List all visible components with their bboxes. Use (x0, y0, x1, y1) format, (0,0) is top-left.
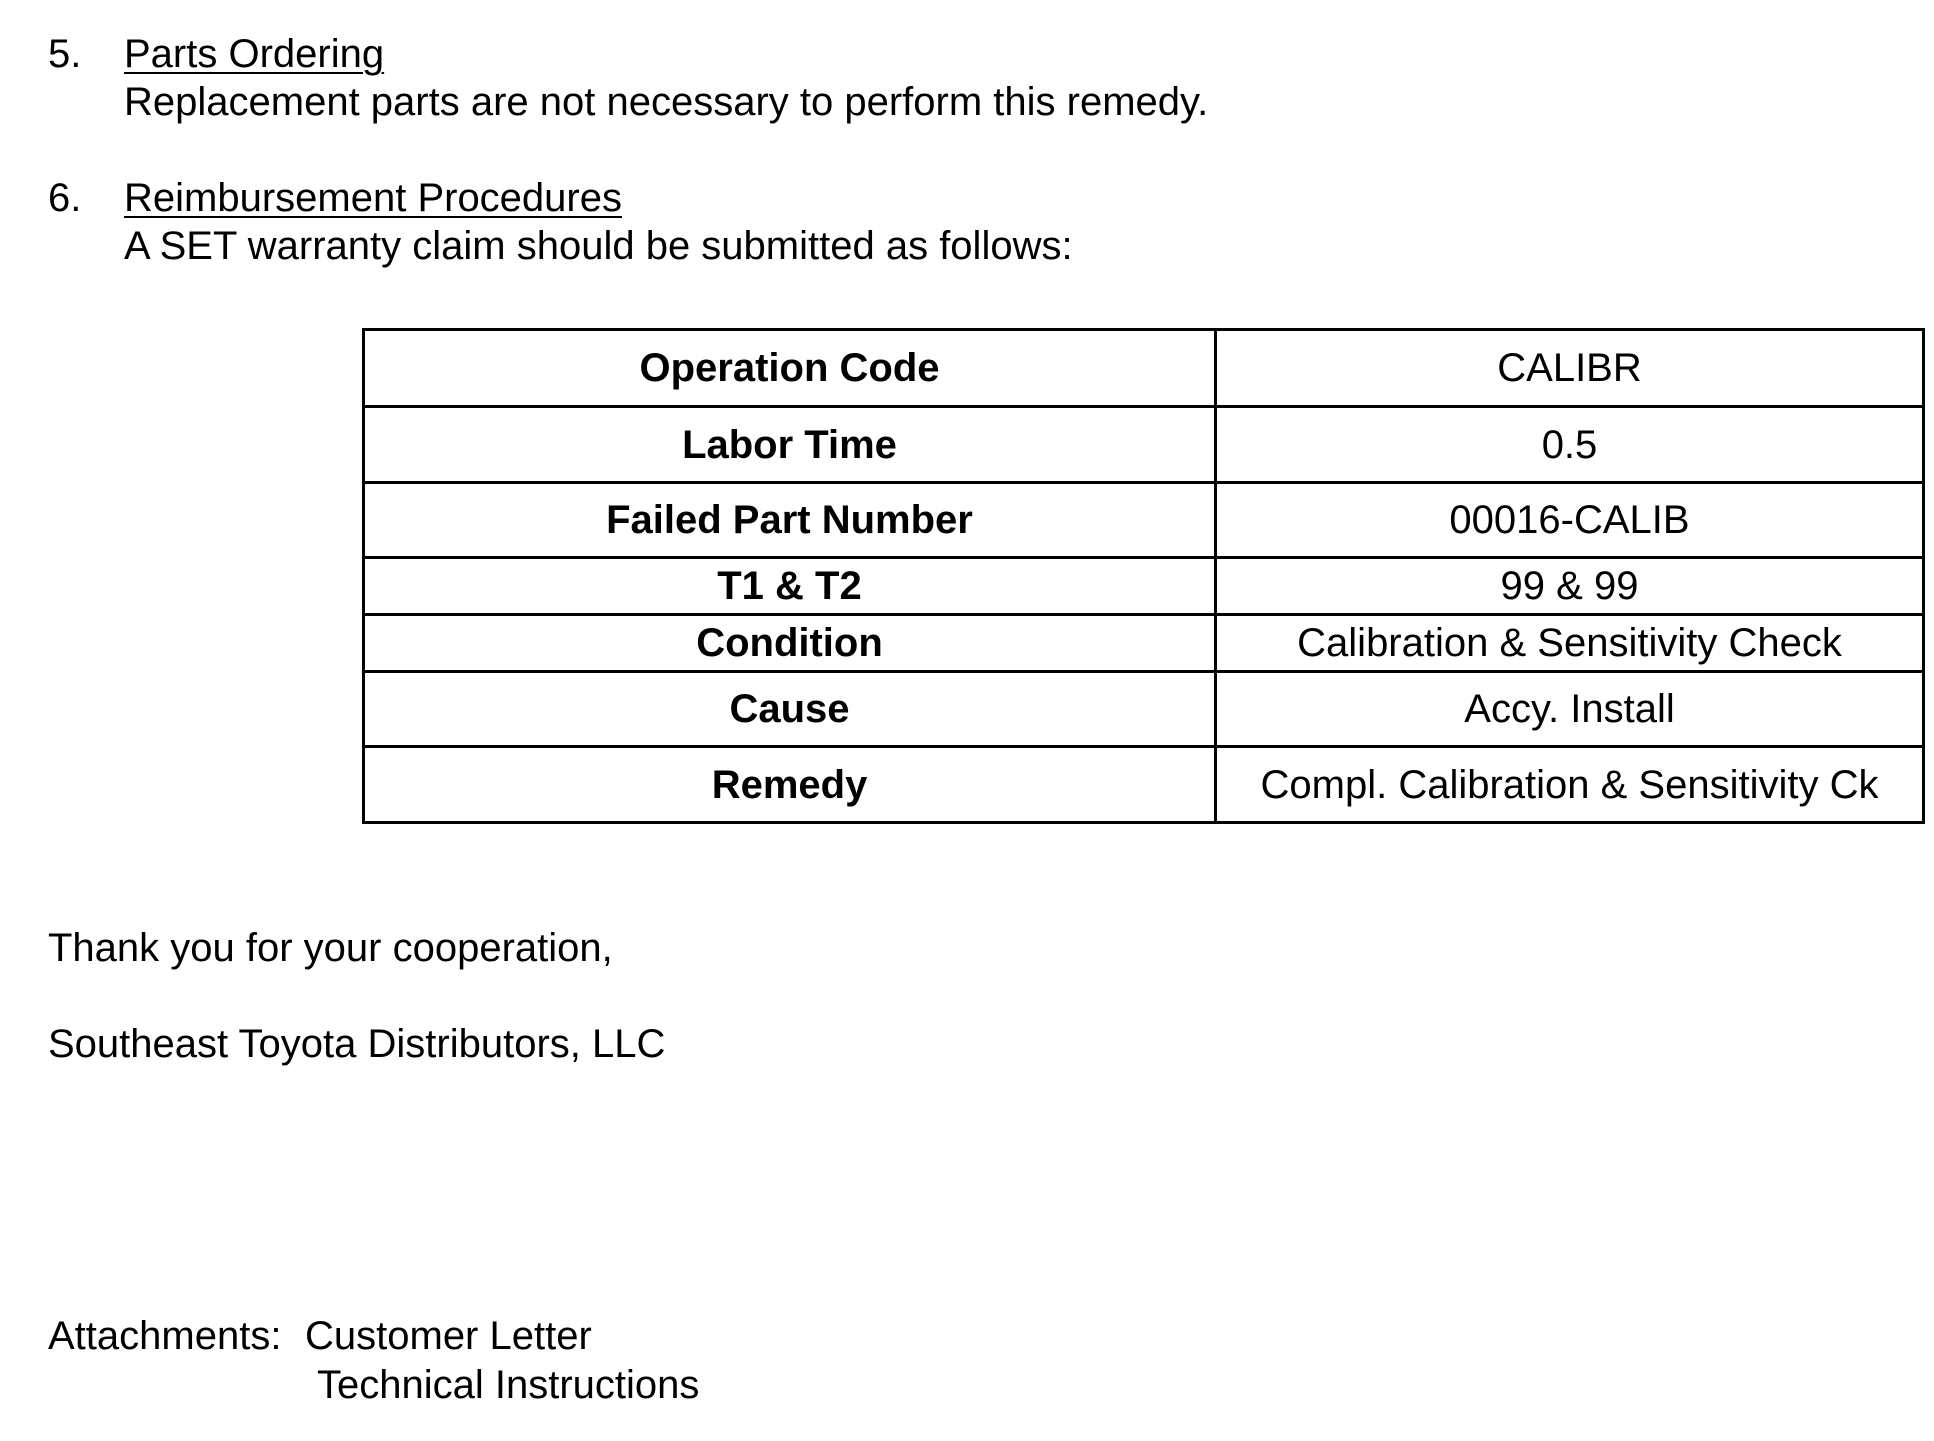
table-row (364, 615, 1924, 672)
table-row (364, 672, 1924, 747)
table-row (364, 407, 1924, 483)
operation-code-value: CALIBR (1216, 330, 1924, 407)
remedy-label: Remedy (364, 747, 1216, 823)
remedy-value: Compl. Calibration & Sensitivity Ck (1216, 747, 1924, 823)
section-6-number: 6. (48, 176, 82, 220)
attachment-item: Technical Instructions (317, 1363, 700, 1407)
table-row (364, 558, 1924, 615)
labor-time-label: Labor Time (364, 407, 1216, 483)
cause-label: Cause (364, 672, 1216, 747)
section-6-heading: Reimbursement Procedures (124, 176, 622, 220)
table-row (364, 483, 1924, 558)
condition-value: Calibration & Sensitivity Check (1216, 615, 1924, 672)
failed-part-number-label: Failed Part Number (364, 483, 1216, 558)
attachments-label: Attachments: (48, 1314, 282, 1358)
section-6-text: A SET warranty claim should be submitted as follows: (124, 224, 1073, 268)
labor-time-value: 0.5 (1216, 407, 1924, 483)
table-row (364, 747, 1924, 823)
operation-code-label: Operation Code (364, 330, 1216, 407)
t1-t2-label: T1 & T2 (364, 558, 1216, 615)
condition-label: Condition (364, 615, 1216, 672)
section-5-number: 5. (48, 32, 82, 76)
table-row (364, 330, 1924, 407)
closing-company: Southeast Toyota Distributors, LLC (48, 1022, 666, 1066)
section-5-heading: Parts Ordering (124, 32, 385, 76)
attachment-item: Customer Letter (305, 1314, 592, 1358)
failed-part-number-value: 00016-CALIB (1216, 483, 1924, 558)
section-5-text: Replacement parts are not necessary to perform this remedy. (124, 80, 1209, 124)
cause-value: Accy. Install (1216, 672, 1924, 747)
warranty-claim-table (362, 328, 1925, 824)
closing-thanks: Thank you for your cooperation, (48, 926, 613, 970)
t1-t2-value: 99 & 99 (1216, 558, 1924, 615)
